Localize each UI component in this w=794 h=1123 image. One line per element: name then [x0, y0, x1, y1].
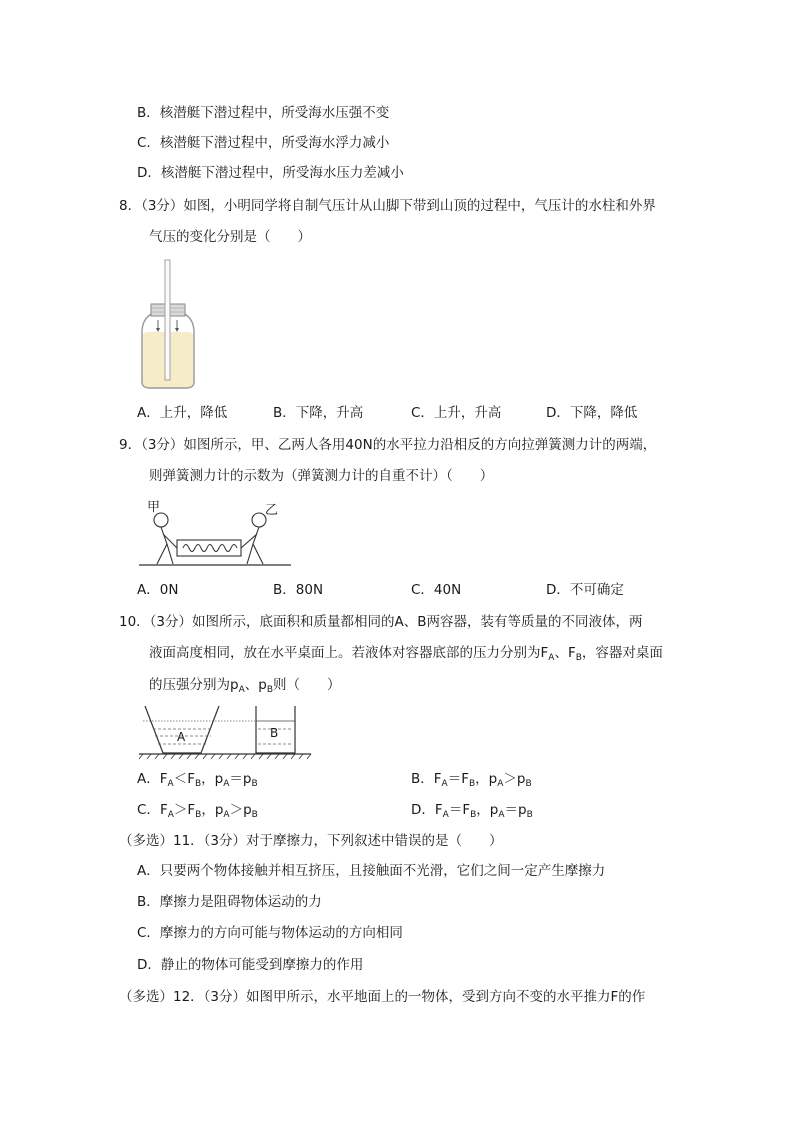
q11-option-c: C．摩擦力的方向可能与物体运动的方向相同: [137, 925, 403, 941]
q11-option-b: B．摩擦力是阻碍物体运动的力: [137, 894, 322, 910]
q11-option-a: A．只要两个物体接触并相互挤压，且接触面不光滑，它们之间一定产生摩擦力: [137, 863, 606, 879]
q9-option-d: D．不可确定: [546, 582, 624, 598]
q7-option-d: D．核潜艇下潜过程中，所受海水压力差减小: [137, 165, 404, 181]
q10-option-b: B．$F_A=F_B$，$p_A>p_B$: [411, 771, 532, 789]
q9-stem-line2: 则弹簧测力计的示数为（弹簧测力计的自重不计）（ ）: [149, 468, 494, 484]
q10-stem-line1: 10．（3分）如图所示，底面积和质量都相同的A、B两容器，装有等质量的不同液体，两: [119, 614, 643, 630]
q10-stem-line2: 液面高度相同，放在水平桌面上。若液体对容器底部的压力分别为$F_A$、$F_B$，容器对桌面: [149, 645, 663, 663]
q11-option-d: D．静止的物体可能受到摩擦力的作用: [137, 957, 364, 973]
label-jia: 甲: [147, 500, 161, 515]
q8-stem-line2: 气压的变化分别是（ ）: [149, 229, 311, 245]
q7-option-b: B．核潜艇下潜过程中，所受海水压强不变: [137, 105, 390, 121]
q8-option-b: B．下降，升高: [273, 405, 364, 421]
q9-option-c: C．40N: [411, 582, 462, 598]
q8-option-a: A．上升，降低: [137, 405, 228, 421]
container-a-label: A: [177, 730, 186, 744]
q12-stem: （多选）12．（3分）如图甲所示，水平地面上的一物体，受到方向不变的水平推力F的作: [119, 989, 646, 1005]
q8-option-c: C．上升，升高: [411, 405, 502, 421]
q11-stem: （多选）11．（3分）对于摩擦力，下列叙述中错误的是（ ）: [119, 833, 503, 849]
barometer-figure: [138, 254, 202, 394]
container-b-label: B: [270, 726, 279, 740]
spring-scale-figure: [135, 496, 295, 572]
containers-figure: [137, 703, 317, 763]
q9-option-a: A．0N: [137, 582, 179, 598]
q9-stem-line1: 9．（3分）如图所示，甲、乙两人各用40N的水平拉力沿相反的方向拉弹簧测力计的两端，: [119, 437, 657, 453]
q8-stem-line1: 8．（3分）如图，小明同学将自制气压计从山脚下带到山顶的过程中，气压计的水柱和外界: [119, 198, 656, 214]
q10-option-c: C．$F_A>F_B$，$p_A>p_B$: [137, 802, 258, 820]
q8-option-d: D．下降，降低: [546, 405, 638, 421]
q10-option-a: A．$F_A<F_B$，$p_A=p_B$: [137, 771, 258, 789]
q10-option-d: D．$F_A=F_B$，$p_A=p_B$: [411, 802, 533, 820]
q7-option-c: C．核潜艇下潜过程中，所受海水浮力减小: [137, 135, 390, 151]
q10-stem-line3: 的压强分别为$p_A$、$p_B$则（ ）: [149, 677, 341, 695]
q9-option-b: B．80N: [273, 582, 324, 598]
label-yi: 乙: [265, 503, 279, 518]
